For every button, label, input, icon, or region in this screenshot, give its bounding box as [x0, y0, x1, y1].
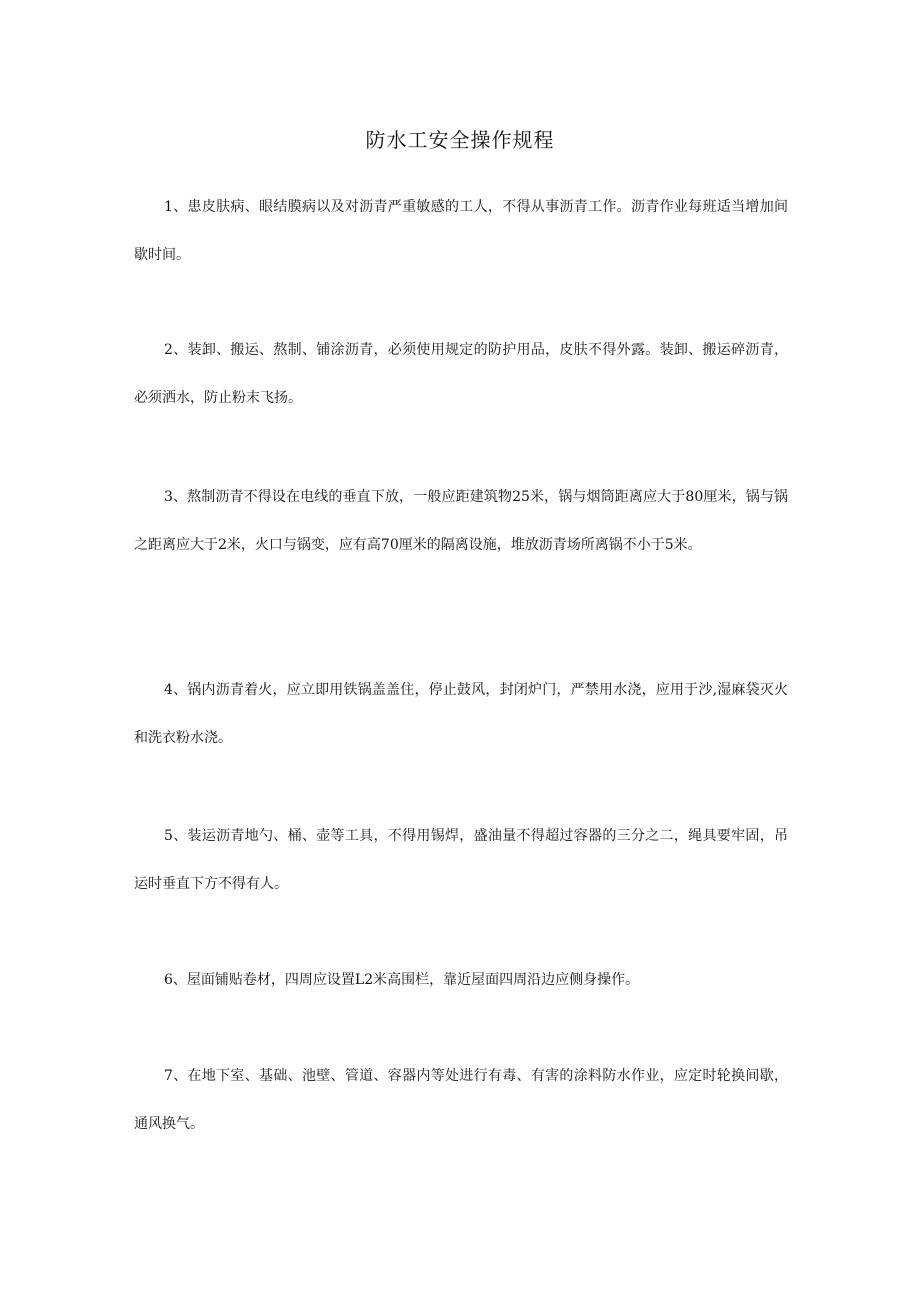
- paragraph-1: 1、患皮肤病、眼结膜病以及对沥青严重敏感的工人，不得从事沥青工作。沥青作业每班适当增加间歇时间。: [134, 199, 788, 263]
- paragraph-3: 3、熬制沥青不得设在电线的垂直下放，一般应距建筑物25米，锅与烟筒距离应大于80厘米，锅与锅之距离应大于2米，火口与锅变，应有高70厘米的隔离设施，堆放沥青场所离锅不小于5米。: [134, 489, 788, 553]
- document-title: 防水工安全操作规程: [365, 128, 555, 152]
- paragraph-2: 2、装卸、搬运、熬制、铺涂沥青，必须使用规定的防护用品，皮肤不得外露。装卸、搬运碎沥青，必须洒水，防止粉末飞扬。: [134, 342, 788, 406]
- paragraph-6: 6、屋面铺贴卷材，四周应设置L2米高围栏，靠近屋面四周沿边应侧身操作。: [164, 972, 640, 988]
- paragraph-7: 7、在地下室、基础、池壁、管道、容器内等处进行有毒、有害的涂料防水作业，应定时轮换间歇，通风换气。: [134, 1068, 788, 1132]
- paragraph-5: 5、装运沥青地勺、桶、壶等工具，不得用锡焊，盛油量不得超过容器的三分之二，绳具要牢固，吊运时垂直下方不得有人。: [134, 828, 788, 892]
- paragraph-4: 4、锅内沥青着火，应立即用铁锅盖盖住，停止鼓风，封闭炉门，严禁用水浇，应用于沙,湿麻袋灭火和洗衣粉水浇。: [134, 682, 788, 746]
